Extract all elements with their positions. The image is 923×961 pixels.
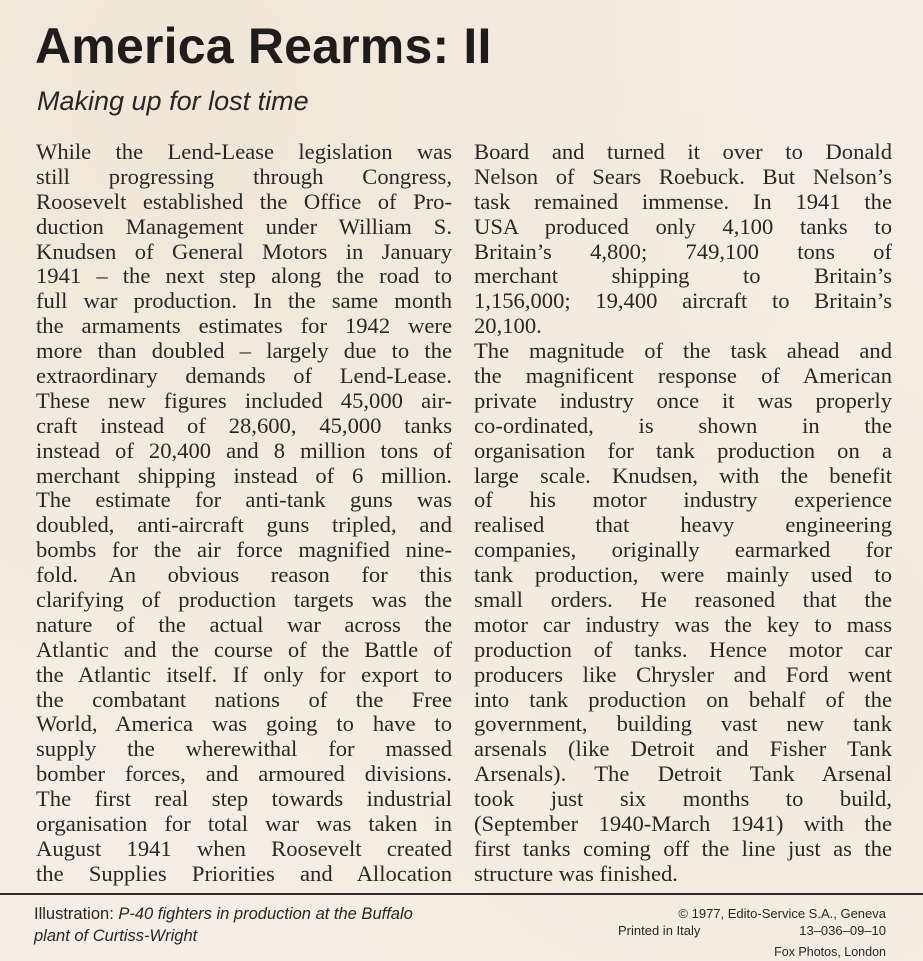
footer-divider	[0, 893, 923, 895]
publication-credits	[618, 905, 886, 961]
text-line: the combatant nations of the Free	[36, 686, 452, 712]
caption-label: Illustration:	[34, 905, 119, 923]
page-title: America Rearms: II	[35, 18, 492, 74]
text-line: the magnificent response of American	[474, 363, 892, 389]
text-line: (September 1940-March 1941) with the	[474, 811, 892, 837]
text-line: Board and turned it over to Donald	[474, 139, 892, 164]
text-line: 1,156,000; 19,400 aircraft to Britain’s	[474, 288, 892, 314]
text-line: the armaments estimates for 1942 were	[36, 313, 452, 339]
page-subtitle: Making up for lost time	[37, 86, 309, 116]
text-line: USA produced only 4,100 tanks to	[474, 213, 892, 239]
text-line: These new figures included 45,000 air-	[36, 387, 452, 413]
text-line: large scale. Knudsen, with the benefit	[474, 462, 892, 488]
text-line: structure was finished.	[474, 860, 678, 886]
text-line: clarifying of production targets was the	[36, 587, 452, 613]
text-line: extraordinary demands of Lend-Lease.	[36, 363, 452, 389]
text-line: nature of the actual war across the	[36, 611, 452, 637]
text-line: production of tanks. Hence motor car	[474, 636, 892, 662]
text-line: craft instead of 28,600, 45,000 tanks	[36, 412, 452, 438]
text-line: merchant shipping instead of 6 million.	[36, 462, 452, 488]
copyright-notice: © 1977, Edito-Service S.A., Geneva	[678, 906, 886, 921]
text-line: realised that heavy engineering	[474, 512, 892, 538]
text-line: Britain’s 4,800; 749,100 tons of	[474, 238, 892, 264]
text-line: World, America was going to have to	[36, 711, 452, 737]
text-line: first tanks coming off the line just as the	[474, 835, 892, 861]
card-code: 13–036–09–10	[799, 923, 886, 938]
text-line: producers like Chrysler and Ford went	[474, 661, 892, 687]
text-line: Arsenals). The Detroit Tank Arsenal	[474, 761, 892, 787]
text-line: still progressing through Congress,	[36, 163, 452, 189]
text-line: organisation for total war was taken in	[36, 811, 452, 837]
text-line: The estimate for anti-tank guns was	[36, 487, 452, 513]
caption-text: plant of Curtiss-Wright	[34, 927, 198, 945]
text-line: more than doubled – largely due to the	[36, 338, 452, 364]
text-line: arsenals (like Detroit and Fisher Tank	[474, 736, 892, 762]
body-column-right	[474, 140, 892, 887]
text-line: bomber forces, and armoured divisions.	[36, 761, 452, 787]
text-line: into tank production on behalf of the	[474, 686, 892, 712]
body-column-left	[36, 140, 452, 887]
text-line: The magnitude of the task ahead and	[474, 338, 892, 364]
text-line: tank production, were mainly used to	[474, 562, 892, 588]
text-line: While the Lend-Lease legislation was	[36, 139, 452, 164]
text-line: merchant shipping to Britain’s	[474, 263, 892, 289]
text-line: Roosevelt established the Office of Pro-	[36, 188, 452, 214]
text-line: the Supplies Priorities and Allocation	[36, 860, 452, 886]
text-line: instead of 20,400 and 8 million tons of	[36, 437, 452, 463]
text-line: private industry once it was properly	[474, 387, 892, 413]
text-line: doubled, anti-aircraft guns tripled, and	[36, 512, 452, 538]
text-line: 1941 – the next step along the road to	[36, 263, 452, 289]
text-line: small orders. He reasoned that the	[474, 587, 892, 613]
text-line: took just six months to build,	[474, 786, 892, 812]
text-line: August 1941 when Roosevelt created	[36, 835, 452, 861]
text-line: full war production. In the same month	[36, 288, 452, 314]
text-line: supply the wherewithal for massed	[36, 736, 452, 762]
text-line: the Atlantic itself. If only for export to	[36, 661, 452, 687]
text-line: organisation for tank production on a	[474, 437, 892, 463]
text-line: co-ordinated, is shown in the	[474, 412, 892, 438]
photo-credit: Fox Photos, London	[774, 945, 886, 959]
text-line: government, building vast new tank	[474, 711, 892, 737]
text-line: of his motor industry experience	[474, 487, 892, 513]
text-line: motor car industry was the key to mass	[474, 611, 892, 637]
text-line: The first real step towards industrial	[36, 786, 452, 812]
text-line: task remained immense. In 1941 the	[474, 188, 892, 214]
text-line: companies, originally earmarked for	[474, 537, 892, 563]
text-line: duction Management under William S.	[36, 213, 452, 239]
printed-in: Printed in Italy	[618, 923, 701, 938]
illustration-caption	[34, 903, 554, 947]
text-line: bombs for the air force magnified nine-	[36, 537, 452, 563]
text-line: Nelson of Sears Roebuck. But Nelson’s	[474, 163, 892, 189]
text-line: 20,100.	[474, 313, 542, 339]
text-line: Atlantic and the course of the Battle of	[36, 636, 452, 662]
text-line: Knudsen of General Motors in January	[36, 238, 452, 264]
caption-text: P-40 fighters in production at the Buffalo	[118, 905, 413, 923]
text-line: fold. An obvious reason for this	[36, 562, 452, 588]
